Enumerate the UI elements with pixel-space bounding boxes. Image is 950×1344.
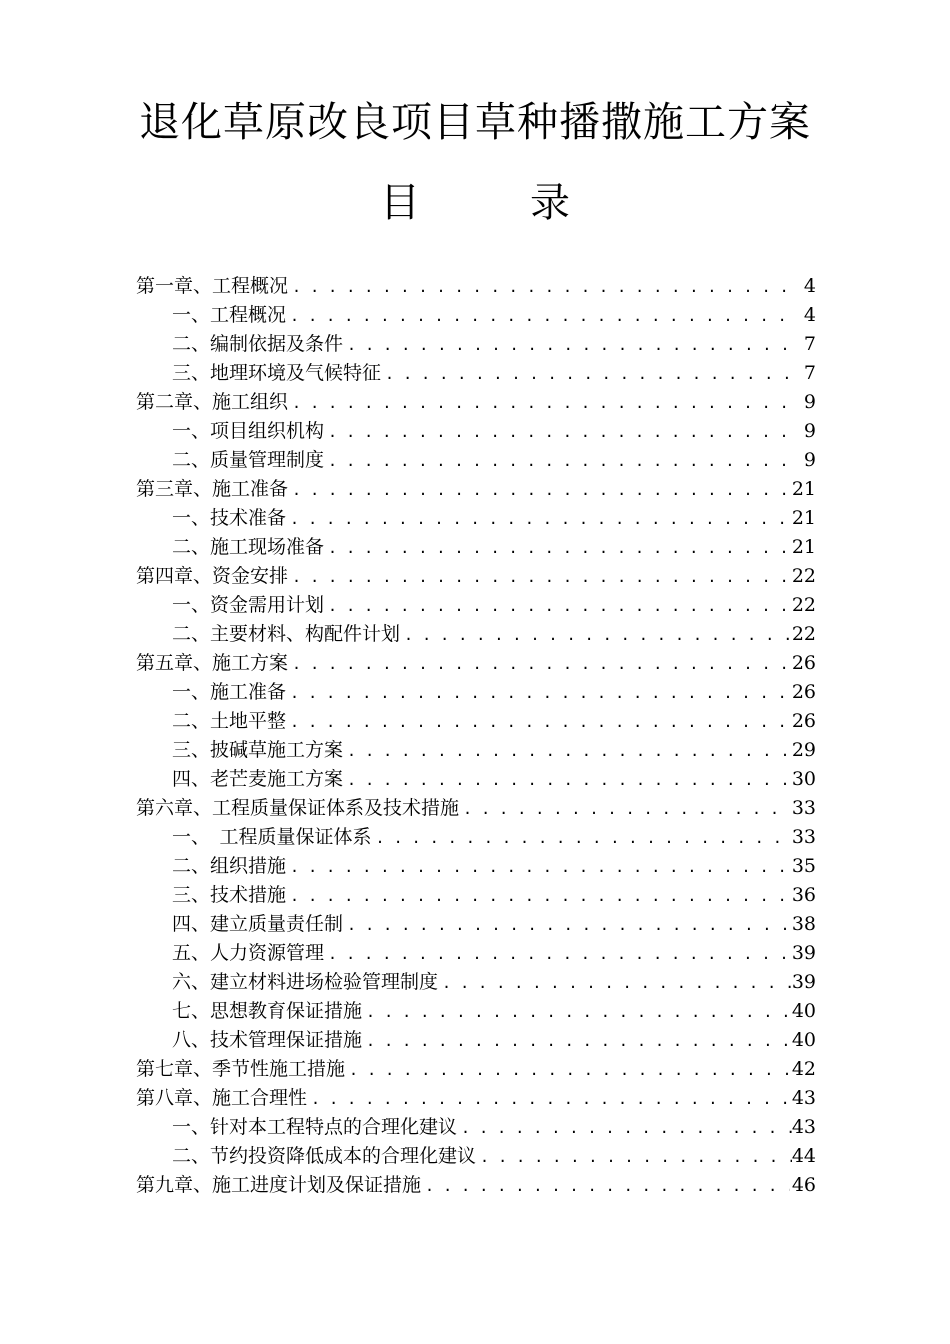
toc-dot-leader bbox=[438, 969, 792, 997]
toc-section-entry[interactable] bbox=[136, 939, 816, 968]
toc-entry-label: 一、工程概况 bbox=[172, 304, 287, 326]
toc-page-number: 21 bbox=[791, 478, 816, 500]
toc-dot-leader bbox=[459, 795, 790, 823]
toc-page-number: 4 bbox=[803, 275, 816, 297]
toc-dot-leader bbox=[362, 998, 792, 1026]
toc-page-number: 21 bbox=[791, 507, 816, 529]
toc-page-number: 42 bbox=[791, 1058, 816, 1080]
toc-dot-leader bbox=[288, 389, 790, 417]
toc-page-number: 36 bbox=[791, 884, 816, 906]
toc-dot-leader bbox=[421, 1172, 790, 1200]
toc-chapter-entry[interactable] bbox=[136, 272, 816, 301]
toc-section-entry[interactable] bbox=[136, 591, 816, 620]
toc-chapter-entry[interactable] bbox=[136, 388, 816, 417]
toc-page-number: 22 bbox=[791, 623, 816, 645]
toc-entry-label: 一、技术准备 bbox=[172, 507, 287, 529]
toc-dot-leader bbox=[372, 824, 792, 852]
toc-section-entry[interactable] bbox=[136, 301, 816, 330]
toc-page-number: 7 bbox=[803, 333, 816, 355]
toc-entry-label: 二、组织措施 bbox=[172, 855, 287, 877]
toc-chapter-entry[interactable] bbox=[136, 794, 816, 823]
toc-section-entry[interactable] bbox=[136, 1142, 816, 1171]
toc-entry-label: 八、技术管理保证措施 bbox=[172, 1029, 363, 1051]
toc-page-number: 21 bbox=[791, 536, 816, 558]
toc-page-number: 26 bbox=[791, 710, 816, 732]
toc-entry-label: 第四章、资金安排 bbox=[136, 565, 289, 587]
toc-section-entry[interactable] bbox=[136, 620, 816, 649]
toc-page-number: 33 bbox=[791, 797, 816, 819]
toc-dot-leader bbox=[324, 534, 792, 562]
toc-page-number: 30 bbox=[791, 768, 816, 790]
toc-page-number: 44 bbox=[791, 1145, 816, 1167]
toc-page-number: 22 bbox=[791, 594, 816, 616]
toc-section-entry[interactable] bbox=[136, 765, 816, 794]
toc-dot-leader bbox=[286, 505, 792, 533]
toc-entry-label: 一、项目组织机构 bbox=[172, 420, 325, 442]
toc-dot-leader bbox=[343, 331, 794, 359]
toc-entry-label: 二、质量管理制度 bbox=[172, 449, 325, 471]
toc-dot-leader bbox=[381, 360, 794, 388]
toc-section-entry[interactable] bbox=[136, 533, 816, 562]
toc-chapter-entry[interactable] bbox=[136, 1055, 816, 1084]
toc-entry-label: 七、思想教育保证措施 bbox=[172, 1000, 363, 1022]
toc-page-number: 9 bbox=[803, 449, 816, 471]
toc-page-number: 9 bbox=[803, 391, 816, 413]
toc-section-entry[interactable] bbox=[136, 1113, 816, 1142]
toc-chapter-entry[interactable] bbox=[136, 475, 816, 504]
toc-dot-leader bbox=[343, 911, 792, 939]
toc-dot-leader bbox=[476, 1143, 792, 1171]
toc-section-entry[interactable] bbox=[136, 881, 816, 910]
toc-entry-label: 三、技术措施 bbox=[172, 884, 287, 906]
toc-dot-leader bbox=[324, 592, 792, 620]
toc-dot-leader bbox=[324, 418, 794, 446]
toc-entry-label: 二、编制依据及条件 bbox=[172, 333, 344, 355]
toc-entry-label: 第一章、工程概况 bbox=[136, 275, 289, 297]
toc-section-entry[interactable] bbox=[136, 504, 816, 533]
toc-chapter-entry[interactable] bbox=[136, 649, 816, 678]
toc-dot-leader bbox=[362, 1027, 792, 1055]
toc-section-entry[interactable] bbox=[136, 736, 816, 765]
toc-entry-label: 第九章、施工进度计划及保证措施 bbox=[136, 1174, 422, 1196]
toc-chapter-entry[interactable] bbox=[136, 1171, 816, 1200]
toc-section-entry[interactable] bbox=[136, 997, 816, 1026]
toc-dot-leader bbox=[343, 766, 792, 794]
toc-dot-leader bbox=[286, 302, 794, 330]
toc-page-number: 40 bbox=[791, 1029, 816, 1051]
toc-entry-label: 五、人力资源管理 bbox=[172, 942, 325, 964]
toc-heading bbox=[0, 175, 950, 231]
toc-dot-leader bbox=[288, 273, 790, 301]
toc-dot-leader bbox=[288, 650, 790, 678]
toc-section-entry[interactable] bbox=[136, 678, 816, 707]
toc-page-number: 43 bbox=[791, 1087, 816, 1109]
toc-page-number: 4 bbox=[803, 304, 816, 326]
toc-dot-leader bbox=[307, 1085, 790, 1113]
toc-dot-leader bbox=[400, 621, 792, 649]
toc-entry-label: 二、主要材料、构配件计划 bbox=[172, 623, 401, 645]
toc-entry-label: 六、建立材料进场检验管理制度 bbox=[172, 971, 439, 993]
toc-page-number: 39 bbox=[791, 971, 816, 993]
toc-chapter-entry[interactable] bbox=[136, 1084, 816, 1113]
toc-dot-leader bbox=[286, 708, 792, 736]
toc-entry-label: 四、建立质量责任制 bbox=[172, 913, 344, 935]
toc-entry-label: 第二章、施工组织 bbox=[136, 391, 289, 413]
toc-chapter-entry[interactable] bbox=[136, 562, 816, 591]
toc-section-entry[interactable] bbox=[136, 707, 816, 736]
toc-dot-leader bbox=[457, 1114, 792, 1142]
table-of-contents bbox=[136, 272, 816, 1200]
toc-entry-label: 三、披碱草施工方案 bbox=[172, 739, 344, 761]
toc-page-number: 29 bbox=[791, 739, 816, 761]
toc-section-entry[interactable] bbox=[136, 968, 816, 997]
toc-entry-label: 第七章、季节性施工措施 bbox=[136, 1058, 346, 1080]
toc-entry-label: 第六章、工程质量保证体系及技术措施 bbox=[136, 797, 460, 819]
toc-section-entry[interactable] bbox=[136, 446, 816, 475]
toc-page-number: 22 bbox=[791, 565, 816, 587]
toc-section-entry[interactable] bbox=[136, 417, 816, 446]
toc-page-number: 35 bbox=[791, 855, 816, 877]
toc-entry-label: 二、节约投资降低成本的合理化建议 bbox=[172, 1145, 477, 1167]
toc-entry-label: 第三章、施工准备 bbox=[136, 478, 289, 500]
toc-dot-leader bbox=[286, 882, 792, 910]
toc-entry-label: 二、施工现场准备 bbox=[172, 536, 325, 558]
toc-page-number: 26 bbox=[791, 681, 816, 703]
toc-page-number: 33 bbox=[791, 826, 816, 848]
toc-entry-label: 一、施工准备 bbox=[172, 681, 287, 703]
toc-entry-label: 三、地理环境及气候特征 bbox=[172, 362, 382, 384]
toc-heading-left: 目 bbox=[380, 180, 420, 226]
toc-entry-label: 一、 工程质量保证体系 bbox=[172, 826, 372, 848]
toc-entry-label: 四、老芒麦施工方案 bbox=[172, 768, 344, 790]
toc-section-entry[interactable] bbox=[136, 910, 816, 939]
toc-entry-label: 一、针对本工程特点的合理化建议 bbox=[172, 1116, 458, 1138]
toc-heading-right: 录 bbox=[530, 180, 570, 226]
toc-dot-leader bbox=[345, 1056, 790, 1084]
toc-entry-label: 一、资金需用计划 bbox=[172, 594, 325, 616]
toc-dot-leader bbox=[286, 679, 792, 707]
toc-entry-label: 二、土地平整 bbox=[172, 710, 287, 732]
toc-dot-leader bbox=[286, 853, 792, 881]
toc-page-number: 26 bbox=[791, 652, 816, 674]
toc-section-entry[interactable] bbox=[136, 359, 816, 388]
toc-page-number: 7 bbox=[803, 362, 816, 384]
toc-dot-leader bbox=[288, 563, 790, 591]
toc-page-number: 43 bbox=[791, 1116, 816, 1138]
toc-section-entry[interactable] bbox=[136, 852, 816, 881]
toc-section-entry[interactable] bbox=[136, 823, 816, 852]
toc-dot-leader bbox=[343, 737, 792, 765]
toc-page-number: 46 bbox=[791, 1174, 816, 1196]
toc-page-number: 40 bbox=[791, 1000, 816, 1022]
toc-section-entry[interactable] bbox=[136, 1026, 816, 1055]
toc-dot-leader bbox=[324, 940, 792, 968]
toc-page-number: 38 bbox=[791, 913, 816, 935]
toc-page-number: 39 bbox=[791, 942, 816, 964]
toc-entry-label: 第八章、施工合理性 bbox=[136, 1087, 308, 1109]
document-title: 退化草原改良项目草种播撒施工方案 bbox=[139, 98, 811, 146]
toc-dot-leader bbox=[288, 476, 790, 504]
toc-entry-label: 第五章、施工方案 bbox=[136, 652, 289, 674]
toc-page-number: 9 bbox=[803, 420, 816, 442]
toc-section-entry[interactable] bbox=[136, 330, 816, 359]
toc-dot-leader bbox=[324, 447, 794, 475]
